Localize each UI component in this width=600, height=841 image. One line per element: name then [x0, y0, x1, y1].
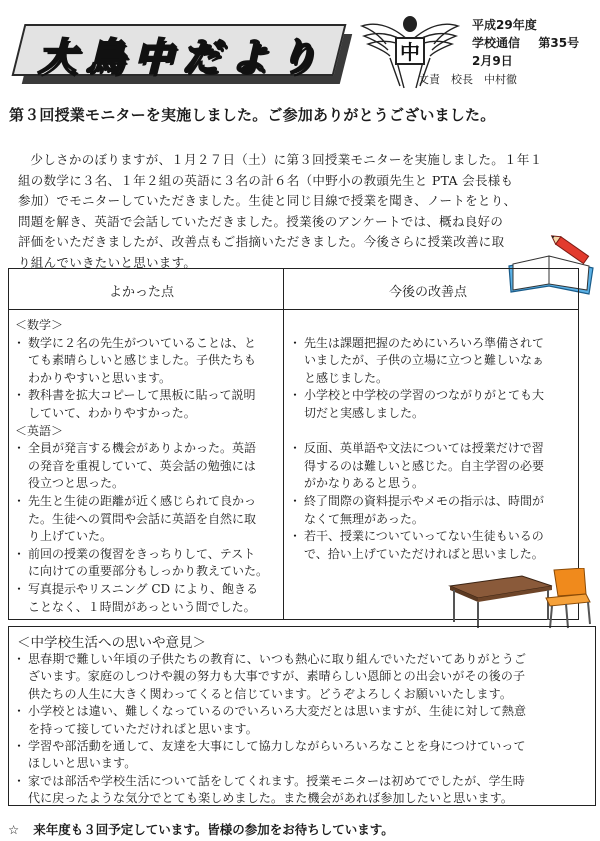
footer-note [8, 820, 394, 838]
column-divider [283, 269, 284, 619]
series-label: 学校通信 [472, 36, 521, 50]
list-item: ・ 数学に２名の先生がついていることは、と ても素晴らしいと感じました。子供たちも わかりやすいと思います。 [15, 335, 277, 388]
issue-date: 2月9日 [472, 54, 513, 68]
header-divider [9, 309, 578, 310]
issue-line [472, 34, 597, 52]
opinions-box [8, 626, 596, 806]
masthead [10, 14, 360, 94]
list-item: ・ 写真提示やリスニング CD により、飽きる ことなく、１時間があっという間でした。 [15, 581, 277, 616]
list-item: ・ 全員が発言する機会がありよかった。英語 の発音を重視していて、英会話の勉強には 役立つと思った。 [15, 440, 277, 493]
intro-line: 参加）でモニターしていただきました。生徒と同じ目線で授業を聞き、ノートをとり、 [18, 193, 517, 208]
improvements-column [291, 317, 576, 563]
intro-line: 少しさかのぼりますが、１月２７日（土）に第３回授業モニターを実施しました。１年１ [30, 152, 543, 167]
list-item: ・ 先生は課題把握のためにいろいろ準備されて いましたが、子供の立場に立つと難しいなぁ と感じました。 [291, 335, 576, 388]
intro-line: 問題を解き、英語で会話していただきました。授業後のアンケートでは、概ね良好の [18, 213, 504, 229]
newsletter-title: 大鳥中だより [38, 35, 327, 79]
star-icon: ☆ [8, 822, 20, 837]
english-label: ＜英語＞ [15, 423, 64, 438]
list-item: ・ 終了間際の資料提示やメモの指示は、時間が なくて無理があった。 [291, 493, 576, 528]
intro-line: 評価をいただきましたが、改善点もご指摘いただきました。今後さらに授業改善に取 [18, 234, 505, 249]
good-points-column [15, 317, 277, 616]
list-item: ・ 思春期で難しい年頃の子供たちの教育に、いつも熱心に取り組んでいただいてありがとうご ざいます。家庭のしつけや親の努力も大事ですが、素晴らしい恩師との出会いがその後の子 供たちの人生に大きく関わってくると信じています。どうぞよろしくお願いいたします。 [15, 651, 589, 703]
list-item: ・ 先生と生徒の距離が近く感じられて良かっ た。生徒への質問や会話に英語を自然に取 り上げていた。 [15, 493, 277, 546]
issue-number: 第35号 [538, 36, 580, 50]
list-item: ・ 家では部活や学校生活について話をしてくれます。授業モニターは初めてでしたが、学生時 代に戻ったような気分でとても楽しめました。また機会があれば参加したいと思います。 [15, 773, 589, 808]
good-points-header: よかった点 [109, 285, 175, 300]
opinions-list [15, 651, 589, 808]
desk-chair-illustration [430, 568, 598, 630]
list-item: ・ 前回の授業の復習をきっちりして、テスト に向けての重要部分もしっかり教えていた。 [15, 546, 277, 581]
intro-paragraph [18, 150, 584, 273]
intro-line: り組んでいきたいと思います。 [18, 254, 197, 270]
author-line: 文責 校長 中村徹 [418, 73, 517, 86]
list-item: ・ 小学校と中学校の学習のつながりがとても大 切だと実感しました。 [291, 387, 576, 422]
math-label: ＜数学＞ [15, 318, 64, 332]
opinions-title: ＜中学校生活への思いや意見＞ [17, 635, 206, 651]
list-item: ・ 反面、英単語や文法については授業だけで習 得するのは難しいと感じた。自主学習の必要 がかなりあると思う。 [291, 440, 576, 493]
article-headline: 第３回授業モニターを実施しました。ご参加ありがとうございました。 [9, 106, 496, 124]
list-item: ・ 若干、授業についていってない生徒もいるの で、拾い上げていただければと思いました。 [291, 528, 576, 563]
issue-info [472, 16, 597, 70]
list-item: ・ 教科書を拡大コピーして黒板に貼って説明 していて、わかりやすかった。 [15, 387, 277, 422]
list-item: ・ 小学校とは違い、難しくなっているのでいろいろ大変だとは思いますが、生徒に対して熱意 を持って接していただければと思います。 [15, 703, 589, 738]
improvements-header: 今後の改善点 [389, 285, 468, 300]
emblem-char: 中 [400, 40, 420, 64]
footer-text: 来年度も３回予定しています。皆様の参加をお待ちしています。 [33, 822, 394, 837]
intro-line: 組の数学に３名、１年２組の英語に３名の計６名（中野小の教頭先生と PTA 会長様も [18, 172, 514, 188]
list-item: ・ 学習や部活動を通して、友達を大事にして協力しながらいろいろなことを身につけていって ほしいと思います。 [15, 738, 589, 773]
year-label: 平成29年度 [472, 18, 537, 32]
